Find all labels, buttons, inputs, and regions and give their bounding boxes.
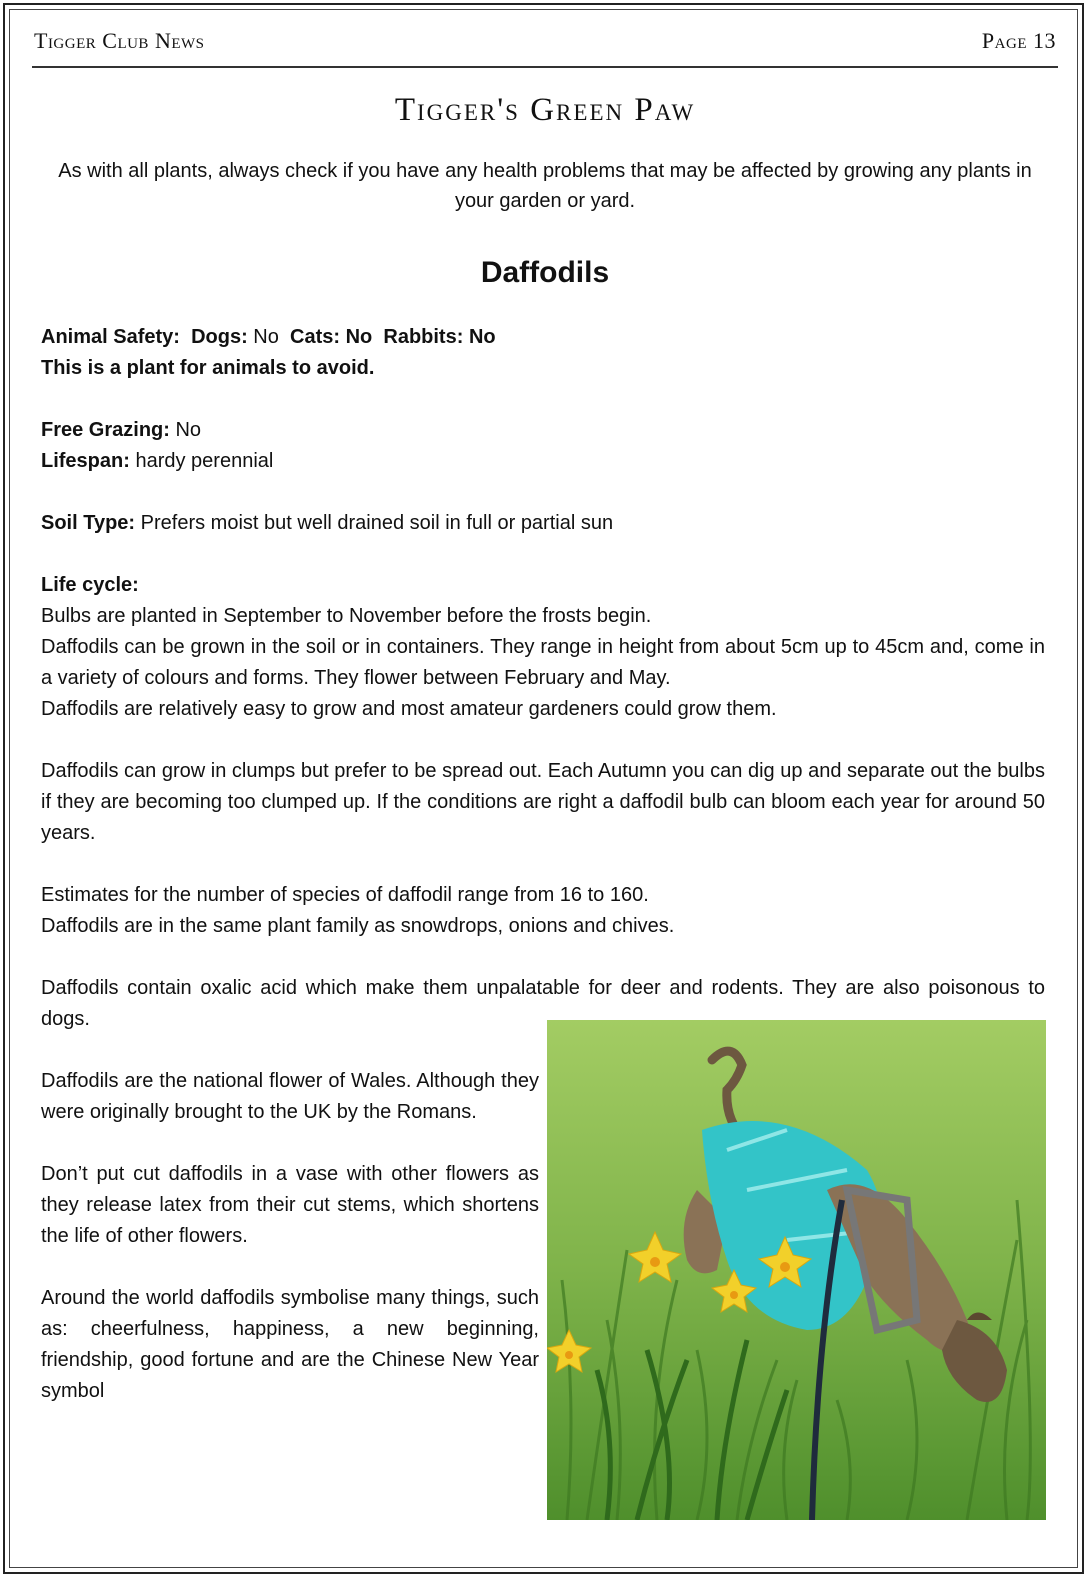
lifespan-line: [41, 446, 1045, 477]
lifespan-label: Lifespan:: [41, 450, 130, 472]
running-header: [32, 26, 1058, 68]
symbolise-paragraph: Around the world daffodils symbolise many things, such as: cheerfulness, happiness, a new beginning, friendship, good fortune and are the Chinese New Year symbol: [41, 1287, 539, 1402]
soil-type-label: Soil Type:: [41, 512, 136, 534]
safety-note: This is a plant for animals to avoid.: [41, 357, 375, 379]
photo-illustration: [547, 1020, 1046, 1520]
plant-title: Daffodils: [480, 256, 610, 289]
life-cycle-planting: Bulbs are planted in September to November before the frosts begin.: [41, 605, 652, 627]
rabbits-label: Rabbits:: [383, 326, 464, 348]
family-line: Daffodils are in the same plant family as snowdrops, onions and chives.: [41, 915, 675, 937]
intro-disclaimer: As with all plants, always check if you have any health problems that may be affected by growing any plants in your garden or yard.: [58, 160, 1032, 212]
dog-daffodils-photo: [547, 1020, 1046, 1520]
dogs-value: No: [253, 326, 279, 348]
vase-paragraph: Don’t put cut daffodils in a vase with other flowers as they release latex from their cut stems, which shortens the life of other flowers.: [41, 1163, 539, 1247]
section-title: Tigger's Green Paw: [394, 92, 696, 128]
life-cycle-growth: Daffodils can be grown in the soil or in containers. They range in height from about 5cm up to 45cm and, come in a variety of colours and forms. They flower between February and May.: [41, 636, 1045, 689]
newsletter-name: Tigger Club News: [34, 28, 205, 53]
cats-label: Cats:: [290, 326, 341, 348]
rabbits-value: No: [468, 326, 496, 348]
page-number: Page 13: [981, 28, 1056, 53]
soil-type-line: [41, 508, 1045, 539]
wales-paragraph: Daffodils are the national flower of Wales. Although they were originally brought to the UK by the Romans.: [41, 1070, 539, 1123]
free-grazing-line: [41, 415, 1045, 446]
animal-safety-line: [41, 322, 1045, 353]
oxalic-paragraph: Daffodils contain oxalic acid which make them unpalatable for deer and rodents. They are also poisonous to dogs.: [41, 977, 1045, 1030]
free-grazing-label: Free Grazing:: [41, 419, 170, 441]
life-cycle-label: Life cycle:: [41, 574, 139, 596]
animal-safety-label: Animal Safety:: [41, 326, 180, 348]
free-grazing-value: No: [175, 419, 202, 441]
cats-value: No: [345, 326, 373, 348]
dogs-label: Dogs:: [191, 326, 248, 348]
soil-type-value: Prefers moist but well drained soil in full or partial sun: [140, 512, 614, 534]
species-line: Estimates for the number of species of daffodil range from 16 to 160.: [41, 884, 649, 906]
life-cycle-ease: Daffodils are relatively easy to grow and most amateur gardeners could grow them.: [41, 698, 777, 720]
clumps-paragraph: Daffodils can grow in clumps but prefer to be spread out. Each Autumn you can dig up and separate out the bulbs if they are becoming too clumped up. If the conditions are right a daffodil bulb can bloom each year for around 50 years.: [41, 760, 1045, 844]
lifespan-value: hardy perennial: [135, 450, 274, 472]
